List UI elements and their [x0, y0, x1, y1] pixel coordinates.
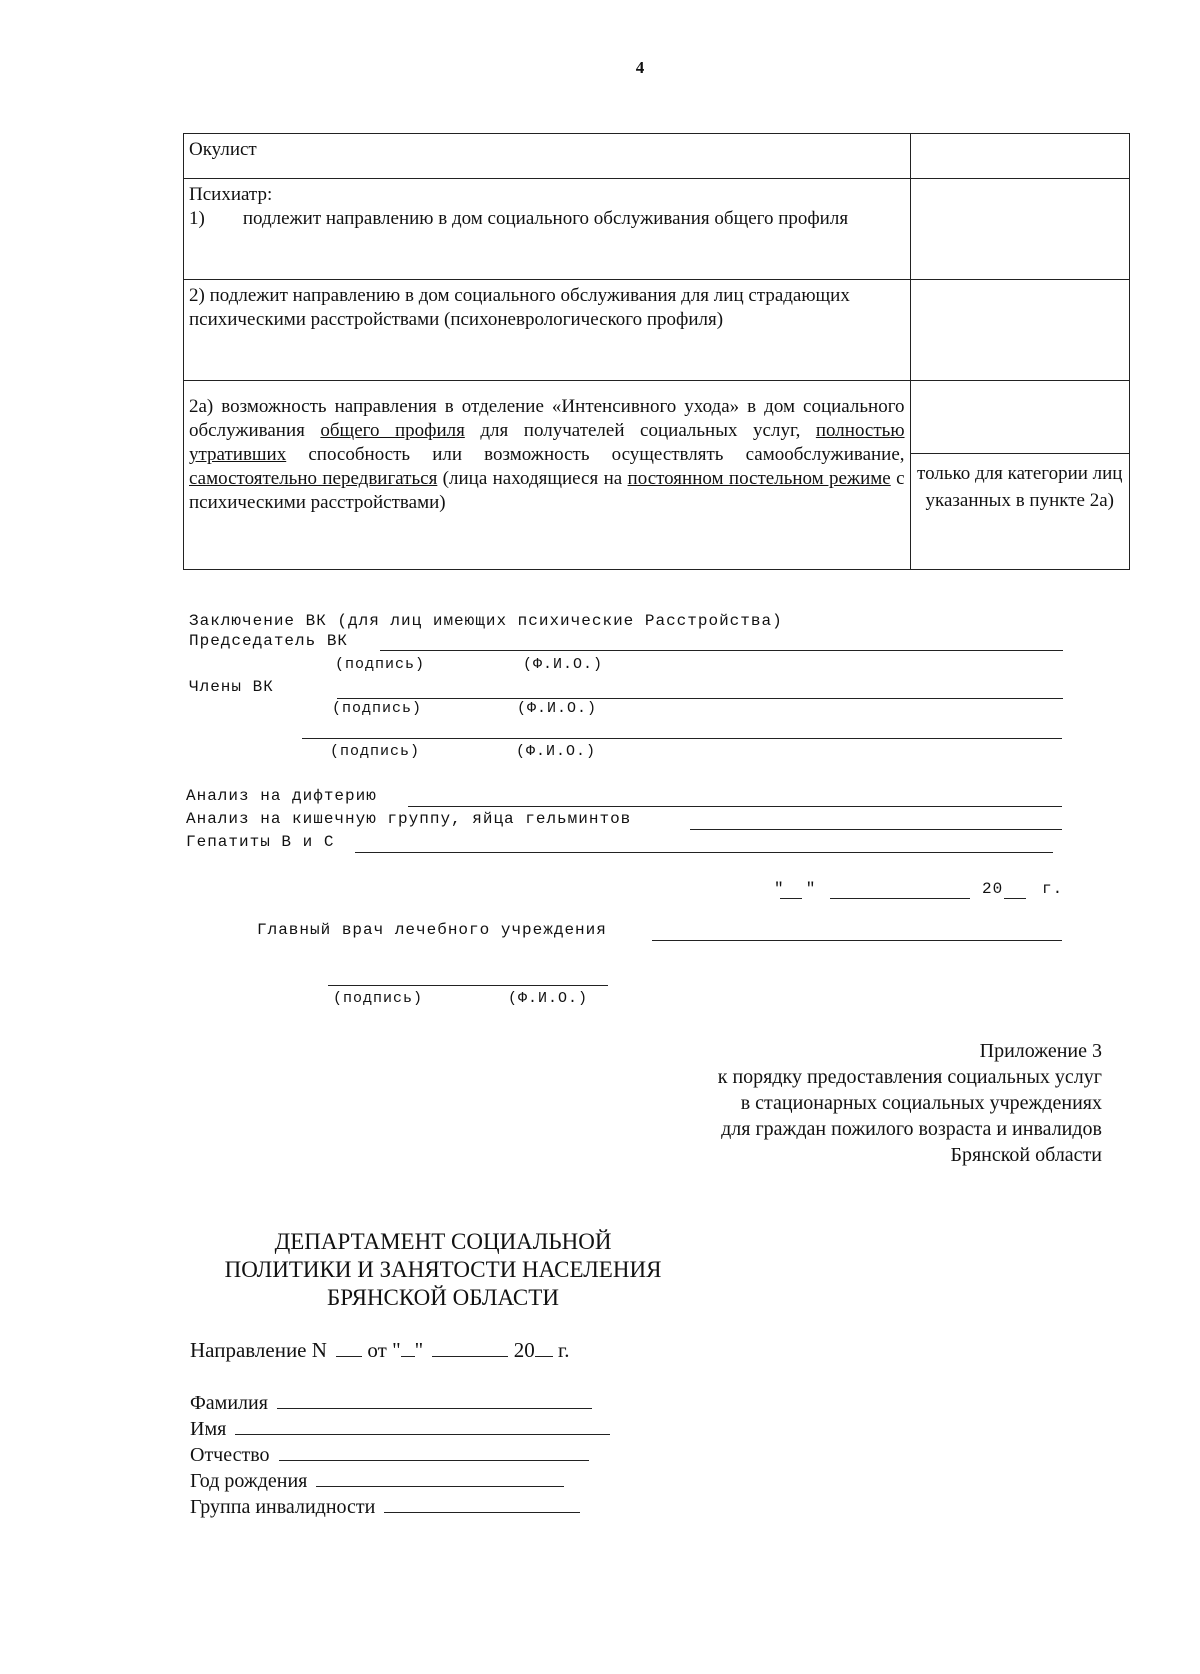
- vk-conclusion-label: Заключение ВК (для лиц имеющих психические Расстройства): [189, 612, 783, 630]
- specialists-table: [183, 133, 1130, 570]
- chairman-signature-line: [380, 650, 1063, 651]
- name-row: [190, 1416, 610, 1441]
- chief-doctor-line: [652, 940, 1062, 941]
- signature-caption: (подпись): [333, 990, 424, 1007]
- oculist-conclusion-cell: [910, 134, 1129, 179]
- birth-year-field[interactable]: [316, 1468, 564, 1487]
- option-2a-note: только для категории лиц указанных в пункте 2а): [917, 463, 1123, 511]
- psychiatrist-option-2-cell: [910, 280, 1129, 381]
- diphtheria-line: [408, 806, 1062, 807]
- chief-doctor-label: Главный врач лечебного учреждения: [257, 921, 607, 939]
- surname-label: Фамилия: [190, 1392, 268, 1414]
- referral-year-prefix: 20: [513, 1338, 535, 1362]
- disability-group-label: Группа инвалидности: [190, 1496, 376, 1518]
- date-day-line: [780, 898, 802, 899]
- referral-day-field[interactable]: [401, 1338, 415, 1357]
- quote-mark: ": [392, 1338, 401, 1362]
- referral-year-field[interactable]: [535, 1338, 553, 1357]
- patronymic-field[interactable]: [279, 1442, 589, 1461]
- date-year-prefix: 20: [982, 880, 1004, 898]
- patronymic-label: Отчество: [190, 1444, 270, 1466]
- psychiatrist-option-1: 1) подлежит направлению в дом социального обслуживания общего профиля: [189, 208, 849, 229]
- birth-year-row: [190, 1468, 564, 1493]
- signature-caption: (подпись): [330, 743, 421, 760]
- option-2a-underlined: полностью утративших: [189, 420, 905, 465]
- psychiatrist-heading: Психиатр:: [189, 184, 273, 205]
- option-2a-underlined: самостоятельно передвигаться: [189, 468, 438, 489]
- option-2a-underlined: постоянном постельном режиме: [627, 468, 891, 489]
- disability-group-field[interactable]: [384, 1494, 580, 1513]
- fio-caption: (Ф.И.О.): [508, 990, 589, 1007]
- option-2a-text: с психическими расстройствами): [189, 468, 905, 513]
- appendix-line: в стационарных социальных учреждениях: [740, 1092, 1102, 1114]
- diphtheria-label: Анализ на дифтерию: [186, 787, 377, 805]
- option-2a-underlined: общего профиля: [320, 420, 465, 441]
- surname-field[interactable]: [277, 1390, 592, 1409]
- appendix-line: Брянской области: [950, 1144, 1102, 1166]
- signature-caption: (подпись): [332, 700, 423, 717]
- quote-mark: ": [414, 1338, 424, 1362]
- appendix-block: [718, 1038, 1102, 1168]
- vk-chairman-label: Председатель ВК: [189, 632, 349, 650]
- department-line: БРЯНСКОЙ ОБЛАСТИ: [327, 1285, 559, 1310]
- hepatitis-label: Гепатиты В и С: [186, 833, 335, 851]
- name-field[interactable]: [235, 1416, 610, 1435]
- referral-number-field[interactable]: [336, 1338, 362, 1357]
- referral-label: Направление N: [190, 1338, 327, 1362]
- table-row: [184, 179, 1130, 280]
- referral-from: от: [367, 1338, 387, 1362]
- signature-caption: (подпись): [335, 656, 426, 673]
- department-line: ДЕПАРТАМЕНТ СОЦИАЛЬНОЙ: [274, 1229, 612, 1254]
- birth-year-label: Год рождения: [190, 1470, 308, 1492]
- psychiatrist-option-1-cell: [910, 179, 1129, 280]
- department-line: ПОЛИТИКИ И ЗАНЯТОСТИ НАСЕЛЕНИЯ: [224, 1257, 662, 1282]
- appendix-title: Приложение 3: [979, 1040, 1102, 1062]
- option-2a-text: способность или возможность осуществлять самообслуживание,: [286, 444, 905, 465]
- member-2-signature-line: [302, 738, 1062, 739]
- referral-month-field[interactable]: [432, 1338, 508, 1357]
- date-year-line: [1004, 898, 1026, 899]
- page-number: 4: [635, 58, 645, 77]
- psychiatrist-option-2a: [184, 381, 911, 570]
- chief-doctor-signature-line: [328, 985, 608, 986]
- option-2a-text: (лица находящиеся на: [437, 468, 628, 489]
- specialist-psychiatrist: [184, 179, 911, 280]
- date-month-line: [830, 898, 970, 899]
- intestinal-line: [690, 829, 1062, 830]
- hepatitis-line: [355, 852, 1053, 853]
- psychiatrist-option-2: 2) подлежит направлению в дом социального обслуживания для лиц страдающих психическими расстройствами (психоневрологического профиля): [184, 280, 911, 381]
- fio-caption: (Ф.И.О.): [523, 656, 604, 673]
- option-2a-text: 2а) возможность направления в отделение «Интенсивного ухода» в дом социального обслуживания: [189, 396, 905, 441]
- appendix-line: для граждан пожилого возраста и инвалидов: [721, 1118, 1102, 1140]
- table-row: [184, 381, 1130, 570]
- appendix-line: к порядку предоставления социальных услуг: [717, 1066, 1102, 1088]
- option-2a-text: для получателей социальных услуг,: [464, 420, 816, 441]
- date-quotes: " ": [774, 880, 817, 898]
- fio-caption: (Ф.И.О.): [516, 743, 597, 760]
- specialist-oculist: Окулист: [184, 134, 911, 179]
- option-2a-blank-cell: [911, 381, 1129, 454]
- referral-year-suffix: г.: [557, 1338, 570, 1362]
- referral-line: [190, 1338, 569, 1363]
- disability-group-row: [190, 1494, 580, 1519]
- fio-caption: (Ф.И.О.): [517, 700, 598, 717]
- patronymic-row: [190, 1442, 589, 1467]
- intestinal-label: Анализ на кишечную группу, яйца гельминтов: [186, 810, 632, 828]
- name-label: Имя: [190, 1418, 227, 1440]
- table-row: [184, 134, 1130, 179]
- surname-row: [190, 1390, 592, 1415]
- date-year-suffix: г.: [1042, 880, 1064, 898]
- table-row: [184, 280, 1130, 381]
- member-1-signature-line: [337, 698, 1063, 699]
- option-2a-cell: [910, 381, 1129, 570]
- vk-members-label: Члены ВК: [189, 678, 274, 696]
- department-heading: [183, 1228, 703, 1312]
